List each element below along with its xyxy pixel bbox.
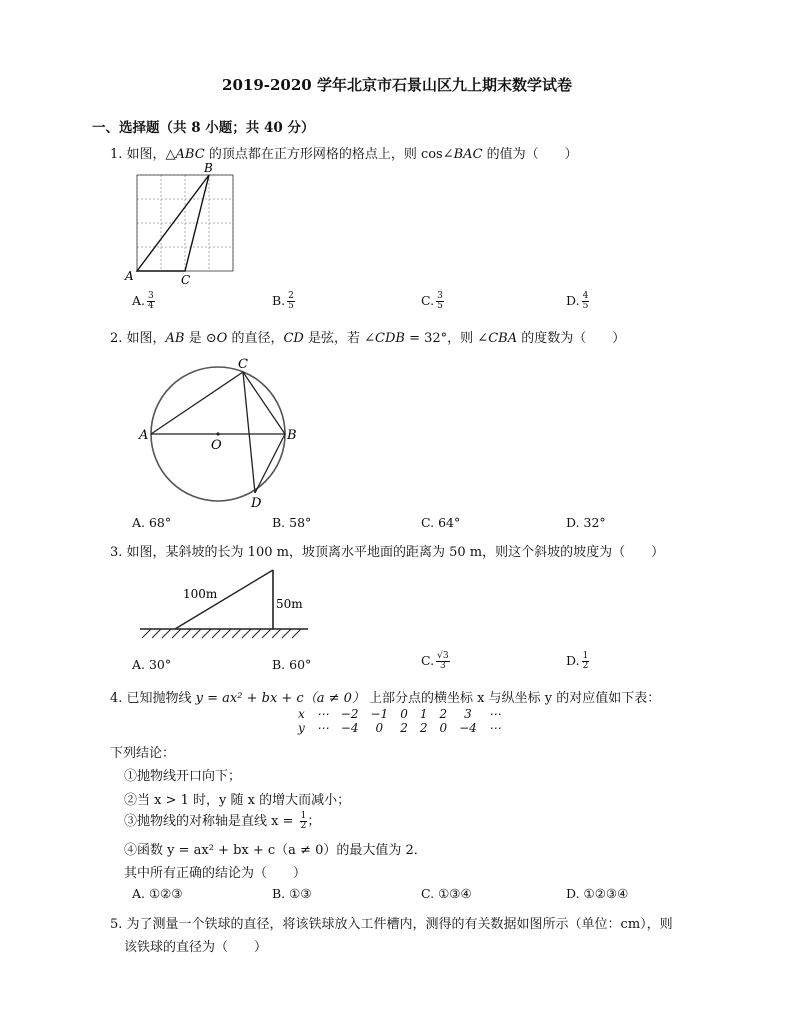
q4-question: 其中所有正确的结论为（ ） (124, 866, 307, 881)
q3-option-c[interactable]: C. $\frac{√3}{3}$ (421, 651, 449, 671)
q2-label-c: C (238, 357, 248, 372)
q4-conclusion-1: ①抛物线开口向下； (124, 769, 242, 784)
q1-option-d[interactable]: D. $\frac{4}{5}$ (566, 291, 589, 311)
q2-option-a[interactable]: A. 68° (132, 515, 172, 530)
q2-stem: 2. 如图，AB 是 ⊙O 的直径，CD 是弦，若 ∠CDB = 32°，则 ∠CBA 的度数为（ ） (110, 331, 626, 346)
chord-ac (151, 372, 243, 434)
q4-conclusion-2: ②当 x > 1 时，y 随 x 的增大而减小； (124, 793, 351, 808)
table-row-y: y ⋯ −4 0 2 2 0 −4 ⋯ (298, 721, 501, 735)
q1-grid-figure (120, 160, 250, 290)
section-heading: 一、选择题（共 8 小题；共 40 分） (92, 120, 315, 136)
q2-label-o: O (211, 438, 222, 453)
q3-option-d[interactable]: D. $\frac{1}{2}$ (566, 651, 589, 671)
grid-lines (137, 175, 233, 271)
chord-cd (243, 372, 255, 493)
q3-option-a[interactable]: A. 30° (132, 657, 172, 672)
q1-option-b[interactable]: B. $\frac{2}{5}$ (272, 291, 294, 311)
q2-option-c[interactable]: C. 64° (421, 515, 461, 530)
q1-option-c[interactable]: C. $\frac{3}{5}$ (421, 291, 443, 311)
q3-stem: 3. 如图，某斜坡的长为 100 m，坡顶离水平地面的距离为 50 m，则这个斜坡的坡度为（ ） (110, 545, 665, 560)
q5-stem-line-2: 该铁球的直径为（ ） (124, 940, 268, 955)
q4-option-d[interactable]: D. ①②③④ (566, 886, 629, 901)
page-title: 2019-2020 学年北京市石景山区九上期末数学试卷 (222, 76, 572, 94)
q1-label-a: A (125, 269, 134, 283)
height-label: 50m (276, 597, 303, 611)
q4-option-a[interactable]: A. ①②③ (132, 886, 183, 901)
slope-label: 100m (183, 587, 218, 601)
center-point (216, 432, 219, 435)
q4-option-b[interactable]: B. ①③ (272, 886, 312, 901)
q2-label-d: D (251, 496, 262, 511)
q2-label-b: B (287, 428, 297, 443)
chord-cb (243, 372, 285, 434)
chord-db (255, 434, 285, 493)
q3-slope-figure (138, 564, 313, 644)
q3-option-b[interactable]: B. 60° (272, 657, 312, 672)
q2-option-b[interactable]: B. 58° (272, 515, 312, 530)
q4-stem: 4. 已知抛物线 y = ax² + bx + c（a ≠ 0） 上部分点的横坐标 x 与纵坐标 y 的对应值如下表： (110, 691, 661, 706)
q2-option-d[interactable]: D. 32° (566, 515, 606, 530)
q2-label-a: A (139, 428, 149, 443)
q4-conclusion-heading: 下列结论： (110, 746, 176, 761)
q1-stem: 1. 如图，△ABC 的顶点都在正方形网格的格点上，则 cos∠BAC 的值为（ ） (110, 147, 578, 162)
ground-hatching (142, 629, 301, 638)
q1-label-b: B (204, 161, 213, 175)
table-row-x: x ⋯ −2 −1 0 1 2 3 ⋯ (298, 707, 501, 721)
q5-stem-line-1: 5. 为了测量一个铁球的直径，将该铁球放入工件槽内，测得的有关数据如图所示（单位：cm），则 (110, 917, 673, 932)
q4-conclusion-4: ④函数 y = ax² + bx + c（a ≠ 0）的最大值为 2． (124, 843, 427, 858)
q4-value-table (292, 707, 507, 735)
q4-conclusion-3: ③抛物线的对称轴是直线 x = $\frac{1}{2}$ ； (124, 811, 321, 831)
q4-option-c[interactable]: C. ①③④ (421, 886, 472, 901)
q1-option-a[interactable]: A. $\frac{3}{4}$ (132, 291, 154, 311)
q2-circle-figure (135, 352, 305, 512)
q1-label-c: C (181, 273, 191, 287)
